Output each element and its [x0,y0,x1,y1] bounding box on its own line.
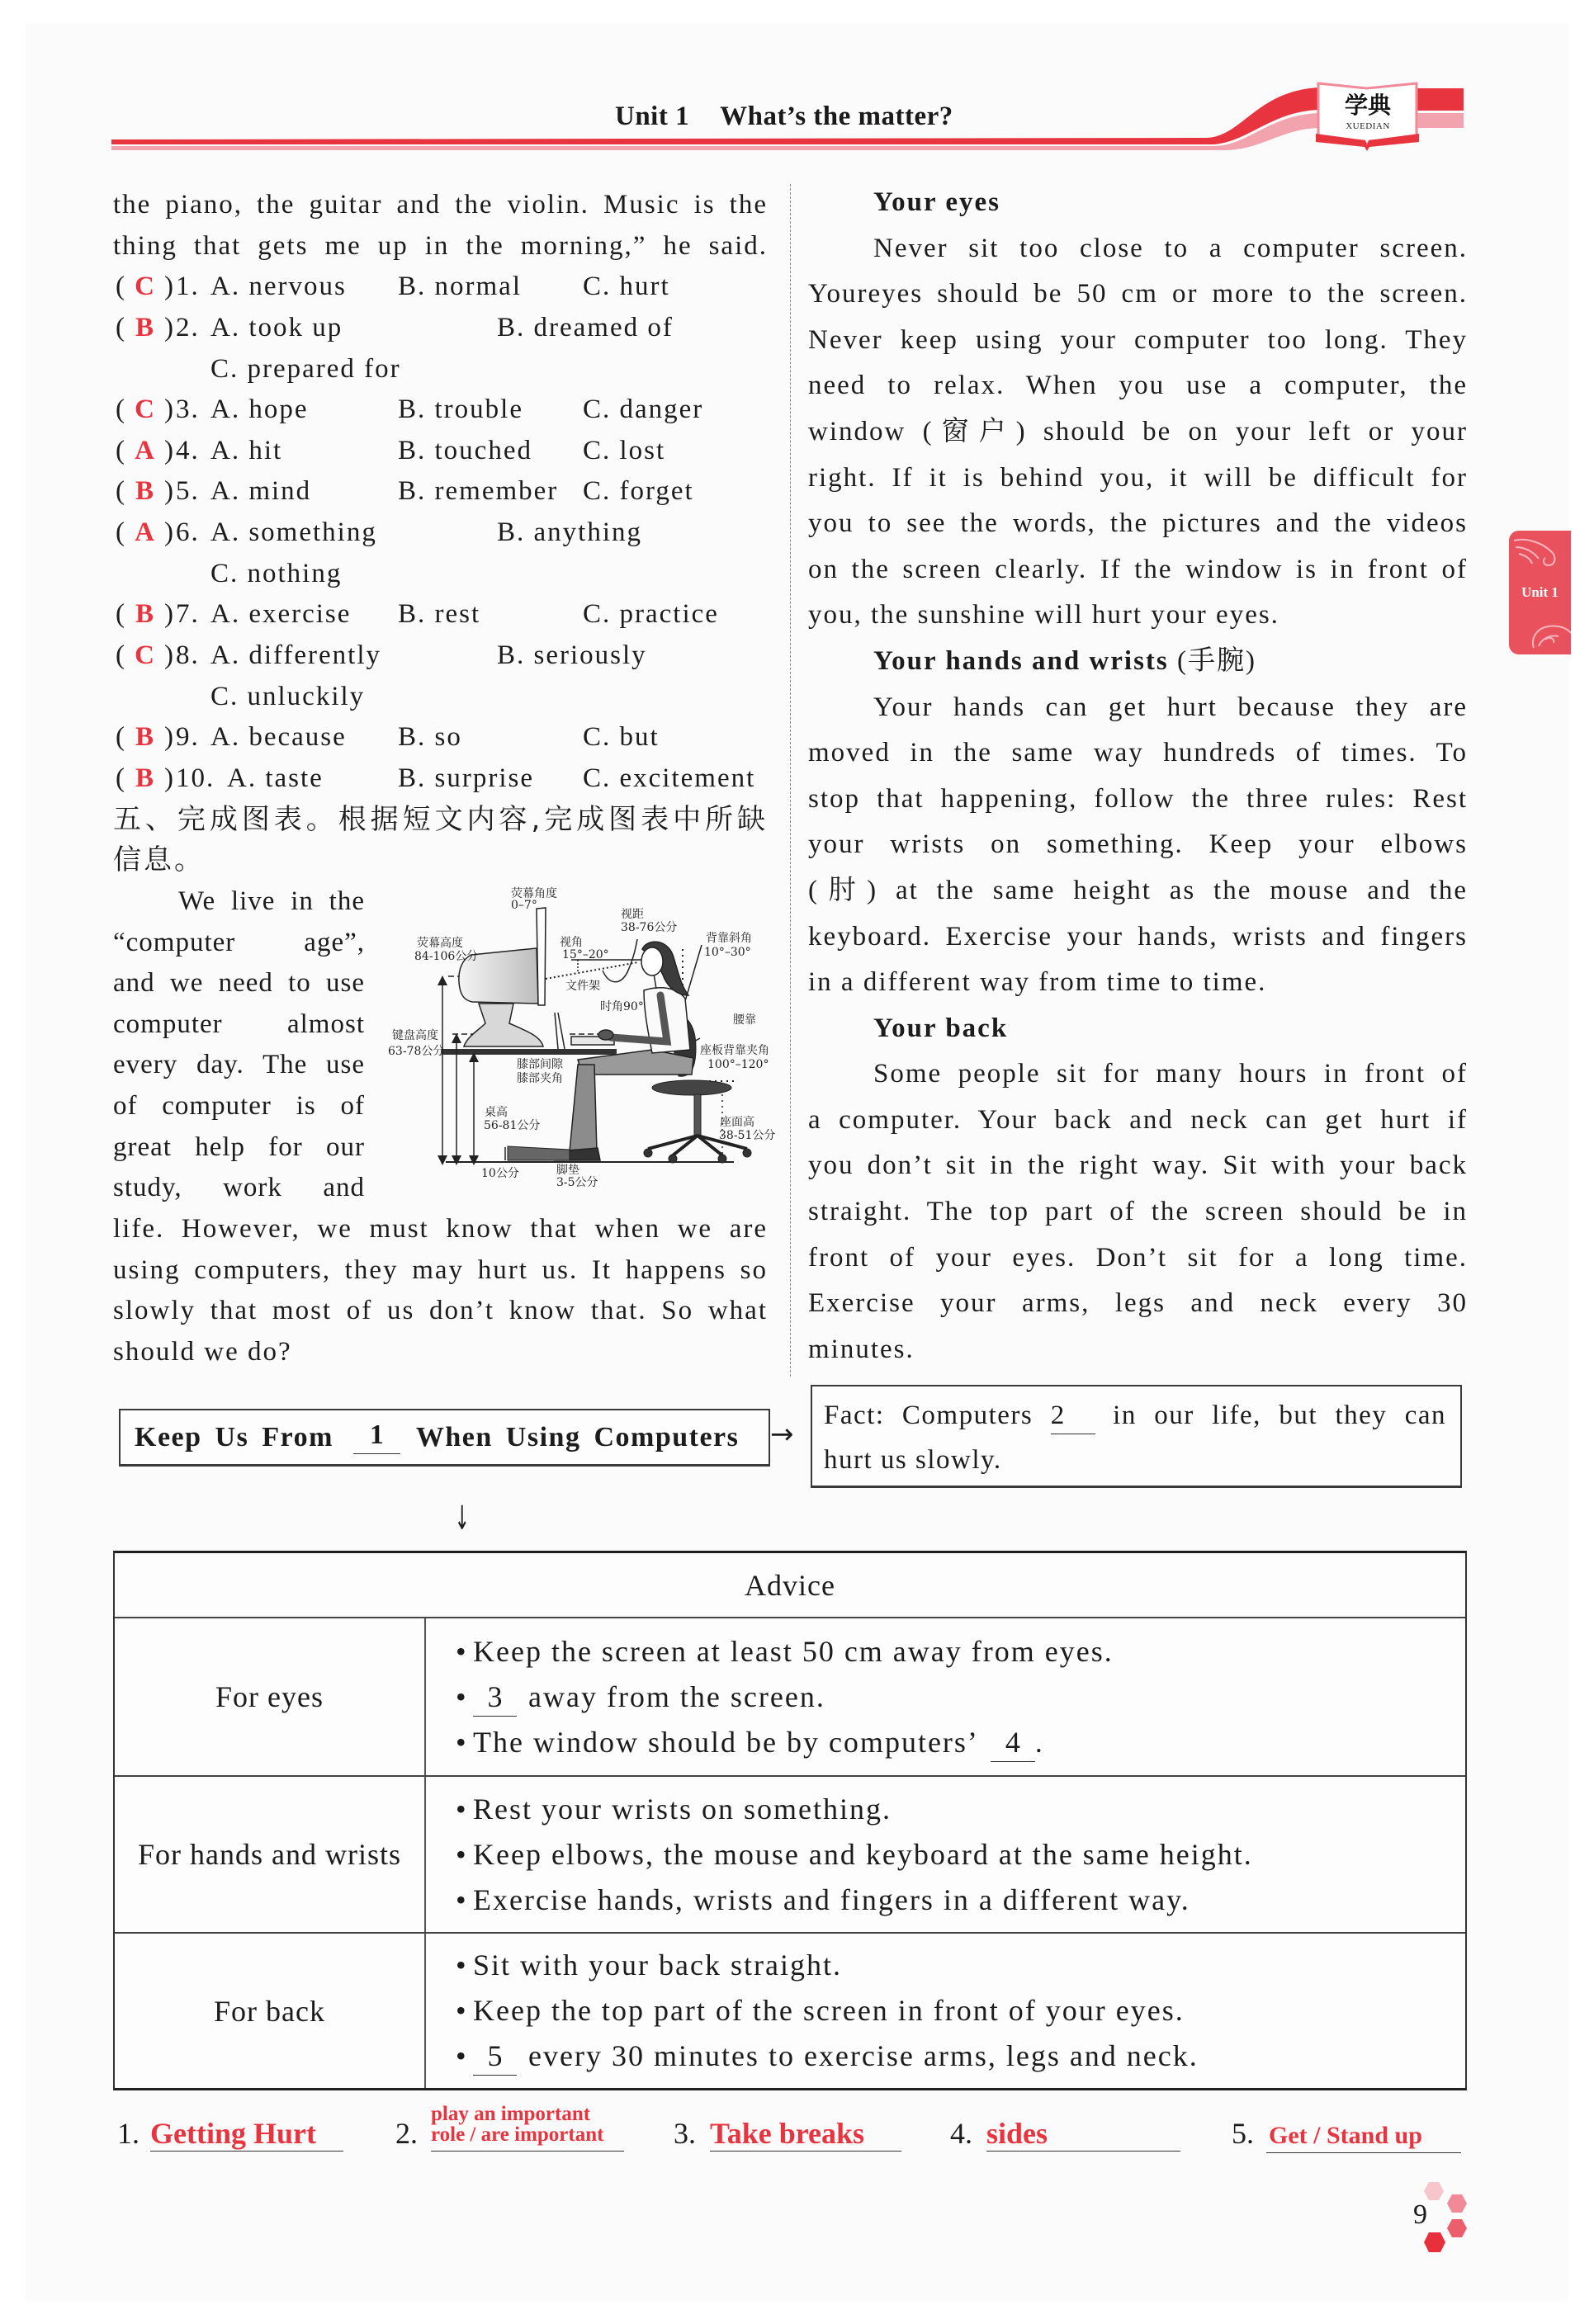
chart-title-box [119,1409,770,1467]
diagram-label: 38-76公分 [621,921,678,934]
header-red-band [1417,88,1464,111]
quiz-number: 5. [176,476,200,507]
advice-item [456,1675,1465,1720]
diagram-label: 背靠斜角 [706,932,752,945]
passage-line: study, work and [113,1173,365,1203]
quiz-answer: B [135,763,154,793]
paren-close: ) [164,312,173,342]
column-divider [790,184,791,1377]
diagram-label: 膝部间隙 [517,1058,563,1071]
advice-text: Keep the top part of the screen in front of your eyes. [473,1994,1185,2027]
passage-line: your wrists on something. Keep your elbows [808,829,1468,860]
monitor-drawing [459,908,546,1046]
bullet-icon: • [456,1882,466,1916]
passage-line: life. However, we must know that when we are [113,1214,768,1245]
advice-item [456,1943,1465,1988]
quiz-answer: B [135,722,154,753]
paren-close: ) [164,394,173,425]
passage-line: Never keep using your computer too long. They [808,324,1468,355]
bullet-icon: • [456,1725,466,1759]
passage-line: and we need to use [113,968,365,999]
passage-line: stop that happening, follow the three rules: Rest [808,783,1468,814]
option-c: C. lost [583,435,666,465]
option-c: C. danger [583,394,704,425]
blank-4: 4 [991,1727,1035,1762]
option-b: B. normal [398,272,522,302]
diagram-label: 脚垫 [556,1164,579,1177]
diagram-label: 10公分 [481,1167,519,1180]
passage-line: keyboard. Exercise your hands, wrists and fingers [808,921,1468,952]
quiz-item-1 [113,267,768,308]
passage-line: should we do? [113,1336,292,1367]
paren-open: ( [116,476,126,507]
section-heading-back: Your back [873,1013,1009,1043]
paren-close: ) [164,722,173,753]
section-heading-eyes: Your eyes [873,187,1000,217]
passage-line: We live in the [178,886,365,916]
option-b: B. so [398,722,462,753]
option-c: C. prepared for [210,353,401,384]
option-c: C. unluckily [210,681,366,711]
quiz-answer: C [135,640,154,671]
diagram-label: 56-81公分 [484,1119,541,1132]
paren-open: ( [116,272,126,302]
paren-open: ( [116,312,126,342]
title-text-after: When Using Computers [415,1421,740,1452]
quiz-number: 1. [176,272,200,302]
header-title: What’s the matter? [720,102,953,131]
diagram-label: 63-78公分 [388,1045,445,1058]
passage-line: the piano, the guitar and the violin. Music is the [113,190,768,220]
advice-item [456,1629,1465,1675]
paren-open: ( [116,435,126,465]
advice-item [456,1878,1465,1923]
table-row-eyes [115,1617,1465,1775]
passage-line: in a different way from time to time. [808,967,1267,998]
advice-item [456,1720,1465,1765]
passage-line: you to see the words, the pictures and the videos [808,508,1468,539]
quiz-number: 7. [176,599,200,630]
unit-side-tab [1509,531,1571,654]
bullet-icon: • [456,1948,466,1982]
diagram-label: 100°–120° [707,1058,769,1071]
fact-line-2: hurt us slowly. [824,1445,1002,1475]
passage-line: Some people sit for many hours in front of [873,1059,1468,1089]
quiz-answer: B [135,476,154,507]
option-c: C. but [583,722,660,753]
diagram-label: 荧幕角度 [511,887,557,900]
diagram-label: 视距 [621,908,644,921]
passage-line: right. If it is behind you, it will be difficult for [808,462,1468,493]
section-heading-hands [808,639,1468,685]
advice-list [426,1934,1465,2088]
option-c: C. practice [583,599,719,630]
paren-open: ( [116,599,126,630]
arrow-down-icon: ↓ [454,1500,470,1538]
passage-line: moved in the same way hundreds of times. To [808,738,1468,768]
passage-line: of computer is of [113,1091,365,1122]
heading-text: Your hands and wrists [873,645,1169,676]
ergonomics-illustration [380,875,776,1197]
diagram-label: 时角90° [600,1000,644,1013]
page-number: 9 [1413,2199,1427,2230]
diagram-label: 键盘高度 [392,1029,438,1042]
advice-list [426,1618,1465,1775]
advice-text: Rest your wrists on something. [473,1792,892,1826]
advice-item [456,2034,1465,2079]
advice-text: every 30 minutes to exercise arms, legs and neck. [528,2039,1199,2072]
answer-number: 4. [950,2117,972,2150]
quiz-number: 3. [176,394,200,425]
quiz-answer: B [135,312,154,342]
diagram-label: 10°–30° [704,946,751,959]
passage-line: front of your eyes. Don’t sit for a long time. [808,1242,1468,1273]
paren-close: ) [164,476,173,507]
section-heading: 信息。 [113,843,205,877]
fact-box [811,1385,1462,1488]
option-a: A. because [210,722,347,753]
option-a: A. exercise [210,599,352,630]
passage-line: every day. The use [113,1050,365,1080]
right-column [808,180,1468,1372]
quiz-number: 4. [176,435,200,465]
passage-line: a computer. Your back and neck can get hurt if [808,1104,1468,1135]
paren-open: ( [116,722,126,753]
quiz-item-2 [113,308,768,349]
bullet-icon: • [456,1994,466,2027]
paren-open: ( [116,763,126,793]
blank-5: 5 [473,2041,517,2076]
option-c: C. hurt [583,272,670,302]
option-a: A. hope [210,394,309,425]
quiz-answer: A [135,517,154,548]
option-b: B. trouble [398,394,523,425]
table-row-hands [115,1775,1465,1932]
diagram-label: 文件架 [565,980,600,993]
option-b: B. surprise [398,763,534,793]
passage-line: Youreyes should be 50 cm or more to the screen. [808,279,1468,309]
answer-number: 2. [395,2117,418,2150]
quiz-number: 2. [176,312,200,342]
option-b: B. dreamed of [497,312,674,342]
passage-line: using computers, they may hurt us. It happens so [113,1254,768,1285]
advice-text: Sit with your back straight. [473,1948,842,1982]
quiz-item-5 [113,471,768,513]
answer-number: 5. [1232,2117,1254,2150]
bullet-icon: • [456,1679,466,1713]
quiz-number: 6. [176,517,200,548]
advice-item [456,1832,1465,1878]
row-label: For eyes [115,1618,426,1775]
quiz-item-4 [113,431,768,472]
table-row-back [115,1932,1465,2088]
bullet-icon: • [456,1837,466,1871]
option-c: C. excitement [583,763,756,793]
quiz-number: 8. [176,640,200,671]
quiz-answer: A [135,435,154,465]
quiz-item-8 [113,635,768,677]
answer-3: Take breaks [710,2115,901,2152]
passage-line: you don’t sit in the right way. Sit with your back [808,1150,1468,1181]
answer-2-line-1: play an important [431,2103,591,2125]
answer-4: sides [986,2115,1180,2152]
quiz-item-3 [113,390,768,431]
passage-line: great help for our [113,1131,365,1162]
quiz-item-10 [113,758,768,800]
quiz-number: 9. [176,722,200,753]
diagram-label: 荧幕高度 [417,937,463,950]
option-a: A. nervous [210,272,347,302]
row-label: For hands and wrists [115,1777,426,1932]
quiz-answer: C [135,272,154,302]
option-a: A. taste [227,763,324,793]
passage-line: Your hands can get hurt because they are [873,692,1468,722]
title-text-before: Keep Us From [135,1421,333,1452]
paren-close: ) [164,599,173,630]
option-a: A. differently [210,640,382,671]
option-a: A. mind [210,476,312,507]
quiz-answer: B [135,599,154,630]
passage-line: (肘) at the same height as the mouse and the [808,875,1468,905]
answer-2-line-2: role / are important [431,2123,604,2146]
option-a: A. took up [210,312,343,342]
quiz-item-6-cont [113,554,768,595]
header-pink-band [1417,113,1464,128]
paren-open: ( [116,517,126,548]
advice-text: Keep elbows, the mouse and keyboard at the same height. [473,1837,1253,1871]
row-label: For back [115,1934,426,2088]
advice-text: The window should be by computers’ [473,1725,979,1759]
passage-line: straight. The top part of the screen should be in [808,1197,1468,1227]
paren-open: ( [116,394,126,425]
passage-line: on the screen clearly. If the window is in front of [808,554,1468,584]
advice-item [456,1787,1465,1832]
answer-number: 1. [117,2117,140,2150]
diagram-label: 桌高 [485,1106,508,1119]
passage-line: window (窗户) should be on your left or your [808,416,1468,446]
diagram-label: 84-106公分 [414,950,479,963]
paren-close: ) [164,640,173,671]
diagram-label: 座面高 [720,1116,754,1129]
logo-english-text: XUEDIAN [1346,121,1390,131]
paren-close: ) [164,763,173,793]
paren-close: ) [164,435,173,465]
option-c: C. forget [583,476,694,507]
diagram-label: 38-51公分 [719,1129,776,1142]
fact-line-1 [824,1393,1446,1438]
fact-text-before: Fact: Computers [824,1401,1033,1430]
heading-chinese-note: (手腕) [1177,645,1256,676]
footrest-drawing [508,1146,570,1160]
logo-chinese-text: 学典 [1344,92,1391,119]
paren-close: ) [164,517,173,548]
passage-line: slowly that most of us don’t know that. So what [113,1296,768,1326]
blank-2: 2 [1051,1402,1095,1434]
diagram-label: 3-5公分 [556,1176,598,1189]
bullet-icon: • [456,1792,466,1826]
answer-2 [431,2104,624,2152]
section-heading: 五、完成图表。根据短文内容,完成图表中所缺 [113,802,768,836]
advice-text: Exercise hands, wrists and fingers in a different way. [473,1882,1190,1916]
passage-line: “computer age”, [113,927,365,957]
advice-table [113,1551,1467,2090]
passage-line: thing that gets me up in the morning,” he said. [113,230,768,261]
paren-close: ) [164,272,173,302]
diagram-label: 视角 [560,936,583,949]
passage-line: you, the sunshine will hurt your eyes. [808,600,1279,631]
answer-5: Get / Stand up [1266,2118,1461,2153]
table-header: Advice [745,1568,835,1602]
paren-open: ( [116,640,126,671]
bullet-icon: • [456,2039,466,2072]
advice-text: away from the screen. [528,1679,825,1713]
bullet-icon: • [456,1634,466,1668]
answer-1: Getting Hurt [150,2115,343,2152]
quiz-item-2-cont [113,349,768,390]
answer-number: 3. [674,2117,696,2150]
advice-list [426,1777,1465,1932]
diagram-label: 腰靠 [733,1013,756,1027]
advice-text: Keep the screen at least 50 cm away from eyes. [473,1634,1114,1668]
diagram-label: 膝部夹角 [517,1072,563,1085]
quiz-number: 10. [176,763,215,793]
header-ribbon [0,0,1594,165]
option-c: C. nothing [210,558,343,588]
diagram-label: 座板背靠夹角 [700,1044,769,1057]
option-b: B. seriously [497,640,647,671]
fact-text-after: in our life, but they can [1113,1401,1447,1430]
option-b: B. rest [398,599,481,630]
quiz-answer: C [135,394,154,425]
quiz-item-8-cont [113,677,768,718]
header-unit: Unit 1 [615,102,690,131]
quiz-item-6 [113,513,768,554]
side-tab-label: Unit 1 [1521,584,1559,600]
running-header [615,100,953,133]
blank-1: 1 [353,1421,400,1454]
diagram-label: 15°–20° [562,948,609,961]
hexagon-ornament-icon [1420,2179,1469,2255]
arrow-right-icon: → [770,1418,794,1451]
option-a: A. something [210,517,377,548]
diagram-label: 0–7° [511,899,537,912]
blank-3: 3 [473,1682,517,1717]
option-a: A. hit [210,435,283,465]
passage-line: computer almost [113,1008,365,1039]
passage-line: Never sit too close to a computer screen. [873,233,1468,263]
quiz-item-9 [113,717,768,758]
advice-item [456,1988,1465,2034]
passage-line: minutes. [808,1334,915,1364]
advice-text-end: . [1034,1725,1044,1759]
quiz-item-7 [113,594,768,635]
option-b: B. remember [398,476,559,507]
option-b: B. touched [398,435,532,465]
option-b: B. anything [497,517,642,548]
passage-line: Exercise your arms, legs and neck every 30 [808,1288,1468,1319]
passage-line: need to relax. When you use a computer, the [808,371,1468,401]
